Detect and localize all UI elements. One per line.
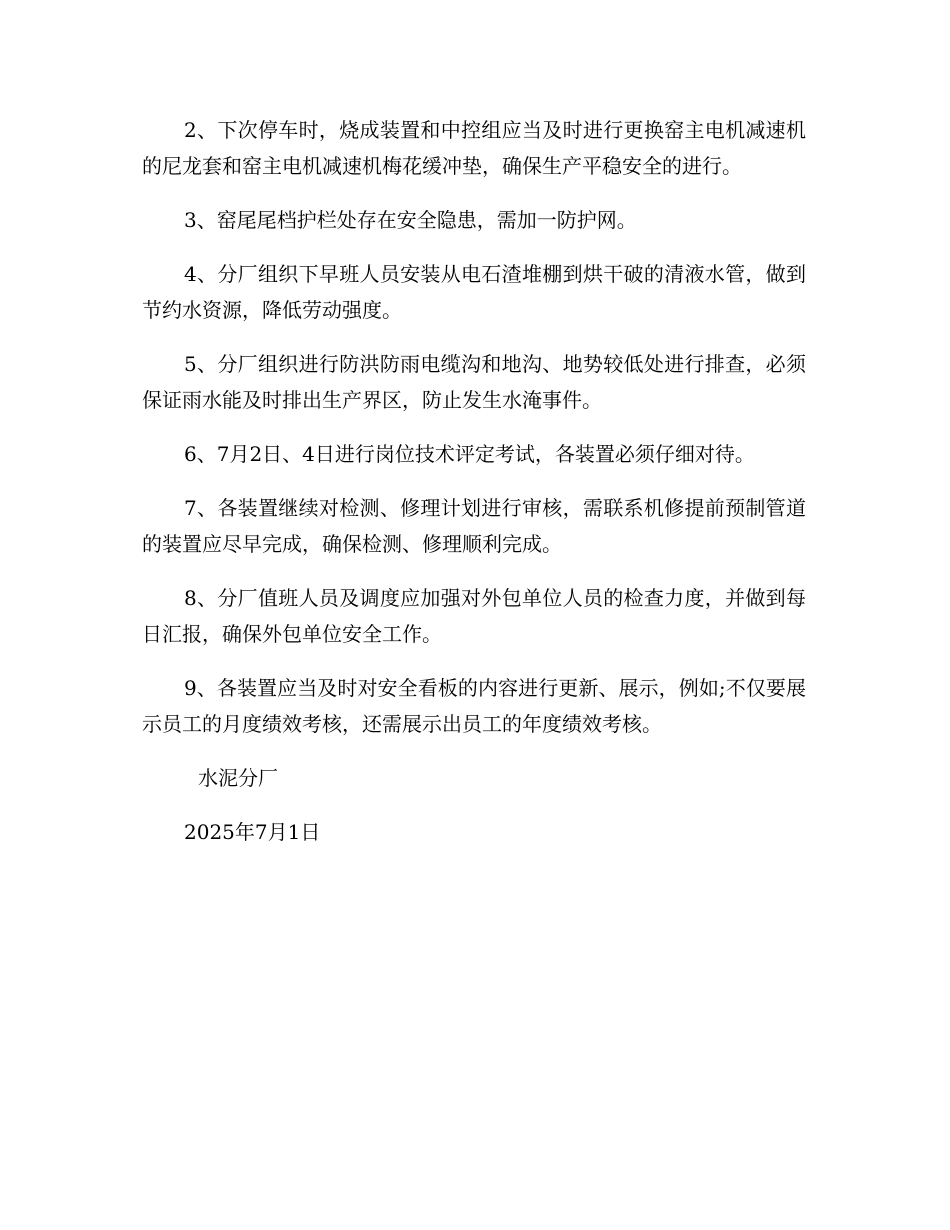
paragraph-item-6: 6、7月2日、4日进行岗位技术评定考试，各装置必须仔细对待。: [184, 442, 755, 466]
paragraph-item-5: 5、分厂组织进行防洪防雨电缆沟和地沟、地势较低处进行排查，必须保证雨水能及时排出生产界区，防止发生水淹事件。: [142, 352, 806, 412]
paragraph-item-8: 8、分厂值班人员及调度应加强对外包单位人员的检查力度，并做到每日汇报，确保外包单位安全工作。: [142, 586, 806, 646]
document-body: [142, 112, 806, 850]
signature-organization: 水泥分厂: [198, 766, 278, 790]
paragraph-item-7: 7、各装置继续对检测、修理计划进行审核，需联系机修提前预制管道的装置应尽早完成，确保检测、修理顺利完成。: [142, 496, 806, 556]
paragraph-item-9: 9、各装置应当及时对安全看板的内容进行更新、展示，例如;不仅要展示员工的月度绩效考核，还需展示出员工的年度绩效考核。: [142, 676, 806, 736]
paragraph-item-3: 3、窑尾尾档护栏处存在安全隐患，需加一防护网。: [184, 208, 637, 232]
paragraph-item-2: 2、下次停车时，烧成装置和中控组应当及时进行更换窑主电机减速机的尼龙套和窑主电机减速机梅花缓冲垫，确保生产平稳安全的进行。: [142, 118, 806, 178]
signature-date: 2025年7月1日: [184, 820, 321, 844]
paragraph-item-4: 4、分厂组织下早班人员安装从电石渣堆棚到烘干破的清液水管，做到节约水资源，降低劳动强度。: [142, 262, 806, 322]
